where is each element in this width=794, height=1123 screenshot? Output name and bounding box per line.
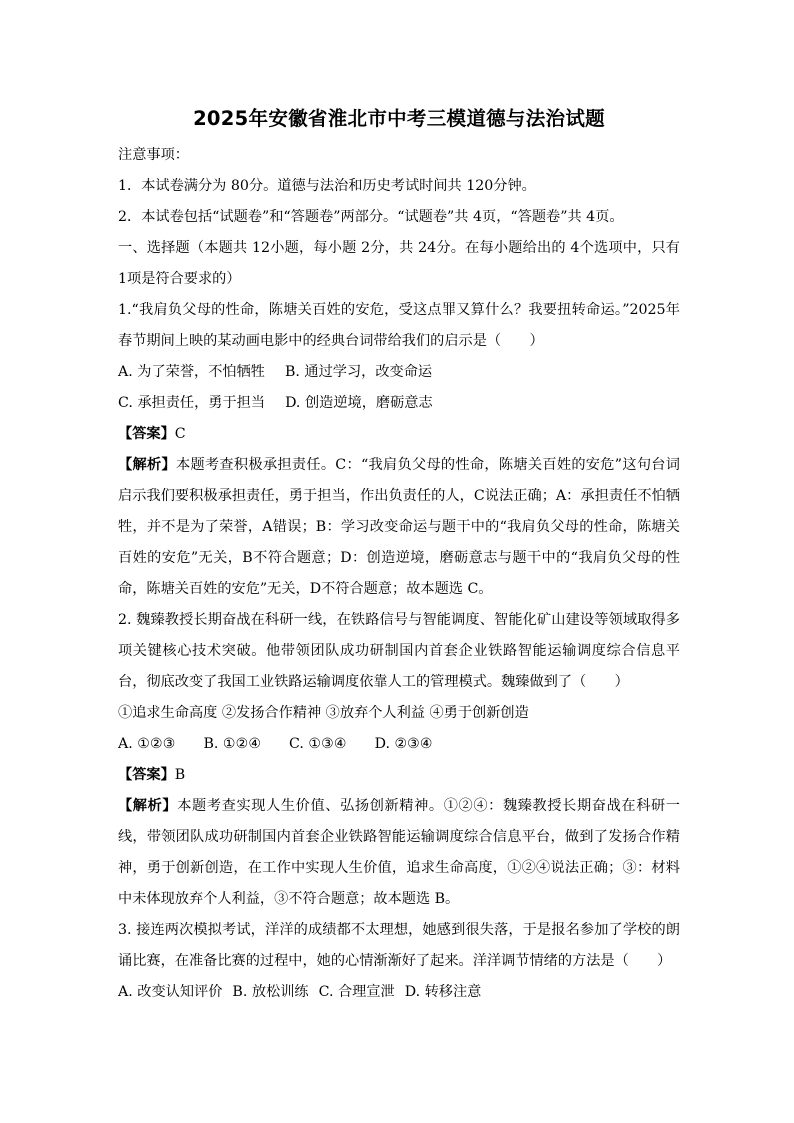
page-title: 2025年安徽省淮北市中考三模道德与法治试题 [193, 107, 605, 130]
option-b: B. 放松训练 [232, 984, 309, 1000]
answer-value: B [174, 767, 186, 783]
option-a: A. 为了荣誉，不怕牺牲 [118, 364, 265, 380]
option-d: D. ②③④ [374, 736, 433, 752]
option-row [118, 388, 680, 419]
option-b: B. ①②④ [203, 736, 262, 752]
answer-label: 【答案】 [118, 426, 175, 442]
answer-line [118, 419, 680, 450]
analysis-label: 【解析】 [118, 798, 178, 814]
notice-heading: 注意事项： [118, 147, 189, 163]
notice-item: 1．本试卷满分为 80分。道德与法治和历史考试时间共 120分钟。 [118, 178, 536, 194]
analysis-paragraph [118, 450, 680, 605]
exam-page [118, 100, 680, 1008]
question-stem: 2. 魏臻教授长期奋战在科研一线，在铁路信号与智能调度、智能化矿山建设等领域取得多项关键核心技术突破。他带领团队成功研制国内首套企业铁路智能运输调度综合信息平台，彻底改变了我国工业铁路运输调度依靠人工的管理模式。魏臻做到了（ ） [118, 612, 680, 690]
option-a: A. ①②③ [118, 736, 176, 752]
option-row [118, 729, 680, 760]
answer-line [118, 760, 680, 791]
option-a: A. 改变认知评价 [118, 984, 223, 1000]
analysis-text: 本题考查积极承担责任。C：“我肩负父母的性命，陈塘关百姓的安危”这句台词启示我们要积极承担责任，勇于担当，作出负责任的人，C说法正确；A：承担责任不怕牺牲，并不是为了荣誉，A错误；B：学习改变命运与题干中的“我肩负父母的性命，陈塘关百姓的安危”无关，B不符合题意；D：创造逆境，磨砺意志与题干中的“我肩负父母的性命，陈塘关百姓的安危”无关，D不符合题意；故本题选 C。 [118, 457, 680, 597]
option-d: D. 转移注意 [404, 984, 482, 1000]
answer-label: 【答案】 [118, 767, 175, 783]
answer-value: C [174, 426, 186, 442]
question-stem: 3. 接连两次模拟考试，洋洋的成绩都不太理想，她感到很失落，于是报名参加了学校的朗诵比赛，在准备比赛的过程中，她的心情渐渐好了起来。洋洋调节情绪的方法是（ ） [118, 922, 680, 969]
analysis-label: 【解析】 [118, 457, 176, 473]
option-c: C. 承担责任，勇于担当 [118, 395, 266, 411]
option-c: C. 合理宣泄 [318, 984, 395, 1000]
option-row [118, 357, 680, 388]
notice-item: 2．本试卷包括“试题卷”和“答题卷”两部分。“试题卷”共 4页，“答题卷”共 4页。 [118, 209, 624, 225]
option-d: D. 创造逆境，磨砺意志 [285, 395, 433, 411]
question-stem: 1.“我肩负父母的性命，陈塘关百姓的安危，受这点罪又算什么？我要扭转命运。”2025年春节期间上映的某动画电影中的经典台词带给我们的启示是（ ） [118, 302, 680, 349]
analysis-paragraph [118, 791, 680, 915]
option-b: B. 通过学习，改变命运 [284, 364, 433, 380]
question-statements: ①追求生命高度 ②发扬合作精神 ③放弃个人利益 ④勇于创新创造 [118, 705, 529, 721]
analysis-text: 本题考查实现人生价值、弘扬创新精神。①②④：魏臻教授长期奋战在科研一线，带领团队成功研制国内首套企业铁路智能运输调度综合信息平台，做到了发扬合作精神，勇于创新创造，在工作中实现人生价值，追求生命高度，①②④说法正确；③：材料中未体现放弃个人利益，③不符合题意；故本题选 B。 [118, 798, 680, 907]
option-row [118, 977, 680, 1008]
option-c: C. ①③④ [289, 736, 347, 752]
section-heading: 一、选择题（本题共 12小题，每小题 2分，共 24分。在每小题给出的 4个选项中，只有 1项是符合要求的） [118, 240, 680, 287]
